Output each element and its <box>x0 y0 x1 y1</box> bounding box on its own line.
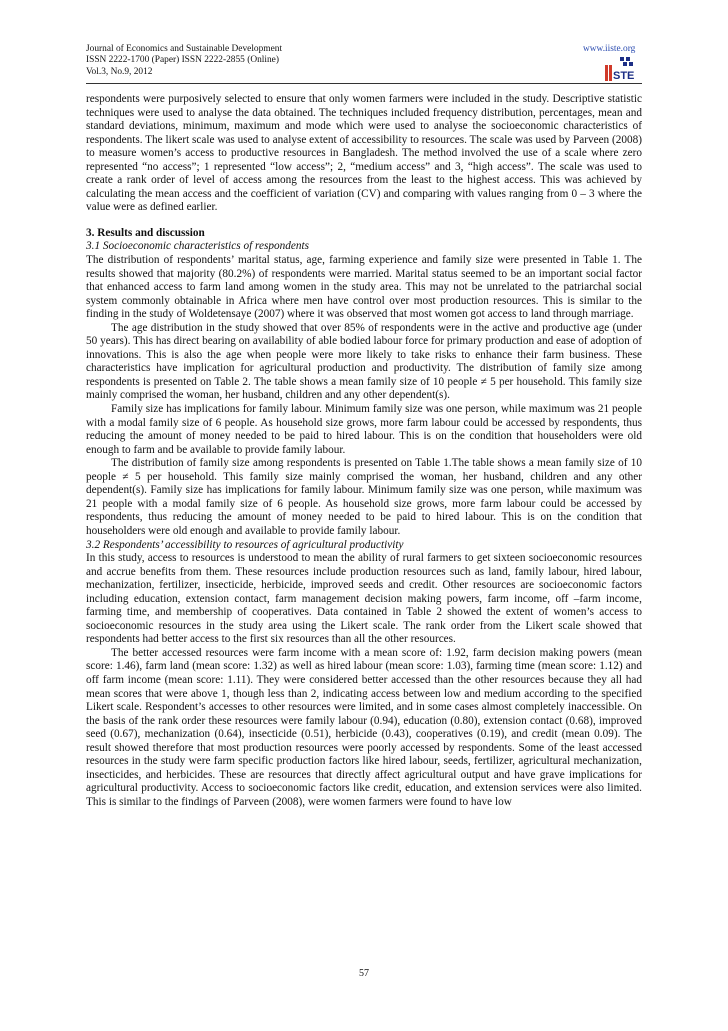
journal-header <box>86 44 282 78</box>
paragraph: In this study, access to resources is understood to mean the ability of rural farmers to get sixteen socioeconomic resources and accrue benefits from them. These resources include production resources such as land, family labour, hired labour, mechanization, fertilizer, insecticide, herbicide, improved seeds and credit. Other resources are socioeconomic factors including education, extension contact, farm management decision making powers, farm income, off –farm income, farming time, and membership of cooperatives. Data contained in Table 2 showed the extent of women’s access to socioeconomic resources in the study area using the Likert scale. The rank order from the Likert scale showed that respondents had better access to the first six resources than all the other resources. <box>86 552 642 646</box>
journal-title: Journal of Economics and Sustainable Development <box>86 44 283 54</box>
section-heading: 3. Results and discussion <box>86 226 205 239</box>
header-divider <box>86 83 642 84</box>
svg-text:STE: STE <box>613 70 635 81</box>
journal-volume: Vol.3, No.9, 2012 <box>86 66 153 77</box>
paragraph: Family size has implications for family labour. Minimum family size was one person, while maximum was 21 people with a modal family size of 6 people. As household size grows, more farm labour could be accessed by respondents, thus reducing the amount of money needed to be paid to hired labour. This is on the condition that householders were old enough to farm and be available to provide family labour. <box>86 403 642 456</box>
paragraph-intro: respondents were purposively selected to ensure that only women farmers were included in the study. Descriptive statistic techniques were used to analyse the data obtained. The techniques included frequency distribution, percentages, mean and standard deviations, minimum, maximum and mode which were used to analyse the socioeconomic characteristics of respondents. The likert scale was used to analyse extent of accessibility to resources. The scale was used by Parveen (2008) to measure women’s access to productive resources in Bangladesh. The method involved the use of a scale where zero represented “no access”; 1 represented “low access”; 2, “medium access” and 3, “high access”. The scale was used to create a rank order of level of access among the resources from the least to the highest access. This was achieved by calculating the mean access and the coefficient of variation (CV) and comparing with values ranging from 0 – 3 where the value were as defined earlier. <box>86 93 642 214</box>
article-body <box>86 93 642 809</box>
iiste-logo-icon <box>598 57 640 81</box>
paragraph: The distribution of family size among respondents is presented on Table 1.The table shows a mean family size of 10 people ≠ 5 per household. This family size mainly comprised the woman, her husband, children and any other dependent(s). Family size has implications for family labour. Minimum family size was one person, while maximum was 21 people with a modal family size of 6 people. As household size grows, more farm labour could be accessed by respondents, thus reducing the amount of money needed to be paid to hired labour. This is on the condition that householders were old enough and available to provide family labour. <box>86 457 642 537</box>
paragraph: The distribution of respondents’ marital status, age, farming experience and family size were presented in Table 1. The results showed that majority (80.2%) of respondents were married. Marital status seemed to be an important social factor that enhanced access to farm land among women in the study area. This may not be unrelated to the patriarchal social system commonly obtainable in Africa where men have control over most production resources. This is similar to the finding in the study of Woldetensaye (2007) where it was observed that most women got access to land through marriage. <box>86 254 642 321</box>
subsection-heading: 3.2 Respondents’ accessibility to resources of agricultural productivity <box>86 538 404 551</box>
page-number: 57 <box>359 968 369 979</box>
paragraph: The age distribution in the study showed that over 85% of respondents were in the active and productive age (under 50 years). This has direct bearing on availability of able bodied labour force for primary production and ease of adoption of innovations. This is also the age when people were more likely to take risks to enhance their farm business. These characteristics have implication for agricultural production and productivity. The distribution of family size among respondents is presented on Table 2. The table shows a mean family size of 10 people ≠ 5 per household. This family size mainly comprised the woman, her husband, children and any other dependent(s). <box>86 321 642 402</box>
paragraph: The better accessed resources were farm income with a mean score of: 1.92, farm decision making powers (mean score: 1.46), farm land (mean score: 1.32) as well as hired labour (mean score: 1.03), farming time (mean score: 1.12) and off farm income (mean score: 1.11). They were considered better accessed than the other resources because they all had mean scores that were above 1, though less than 2, indicating access between low and medium according to the specified Likert scale. Respondent’s accesses to other resources were limited, and in some cases almost completely inaccessible. On the basis of the rank order these resources were family labour (0.94), education (0.80), extension contact (0.68), improved seed (0.67), mechanization (0.64), insecticide (0.51), herbicide (0.43), cooperatives (0.19), and credit (mean 0.09). The result showed therefore that most production resources were poorly accessed by respondents. Some of the least accessed resources in the study were farm specific production factors like hired labour, seeds, fertilizer, agricultural mechanization, insecticides, and herbicides. These are resources that directly affect agricultural output and have grave implications for agricultural productivity. Access to socioeconomic factors like credit, education, and extension services were also limited. This is similar to the findings of Parveen (2008), were women farmers were found to have low <box>86 646 642 808</box>
subsection-heading: 3.1 Socioeconomic characteristics of respondents <box>86 240 309 253</box>
journal-issn: ISSN 2222-1700 (Paper) ISSN 2222-2855 (Online) <box>86 55 279 66</box>
journal-url[interactable]: www.iiste.org <box>583 44 636 54</box>
